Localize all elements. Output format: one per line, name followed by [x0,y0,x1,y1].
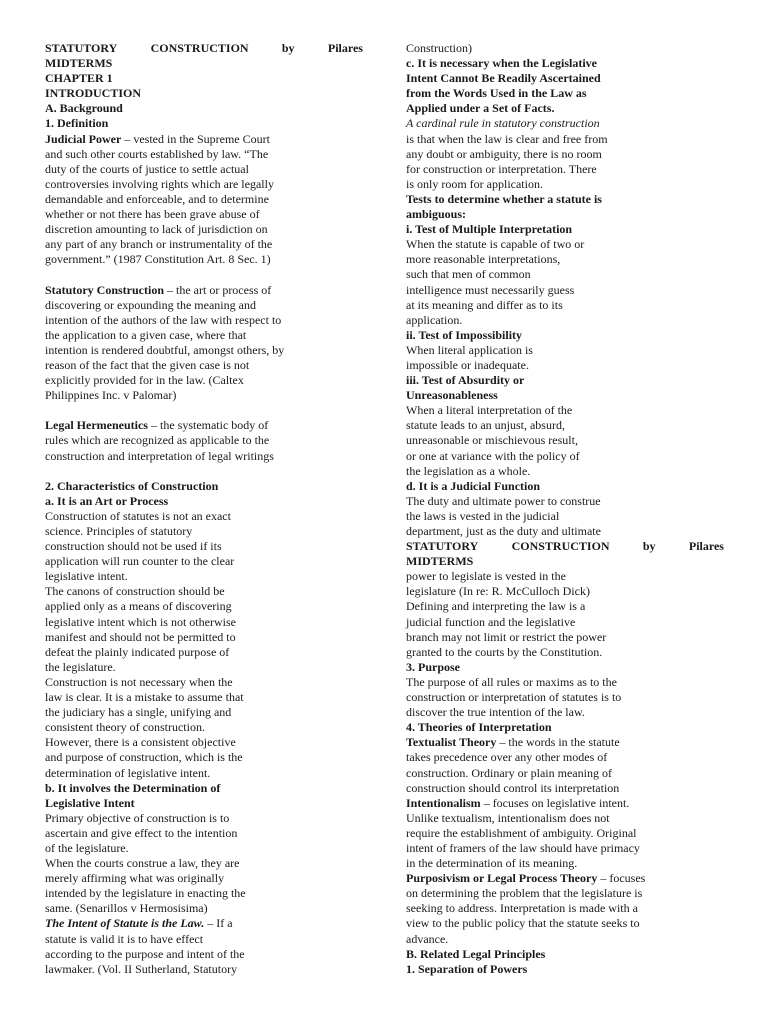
header-word: Pilares [688,539,724,554]
statutory-construction-term: Statutory Construction [45,282,164,297]
cardinal-rule: A cardinal rule in statutory construction [406,116,600,131]
text-line: intelligence must necessarily guess [406,282,575,297]
text-line: at its meaning and differ as to its [406,297,563,312]
spacer [45,464,363,479]
page-header [45,41,363,56]
text-line: or one at variance with the policy of [406,448,580,463]
statutory-construction-line: Statutory Construction – the art or process of [45,282,272,297]
text-line: is that when the law is clear and free from [406,131,608,146]
text-line: construction. Ordinary or plain meaning of [406,765,612,780]
text-line: reason of the fact that the given case is not [45,357,250,372]
text-line: The purpose of all rules or maxims as to the [406,674,617,689]
text-line: duty of the courts of justice to settle actual [45,161,249,176]
text-line: the application to a given case, where that [45,327,247,342]
text-line: according to the purpose and intent of the [45,946,245,961]
header-word: Pilares [327,41,363,55]
separation-of-powers-heading: 1. Separation of Powers [406,961,528,976]
left-column [45,41,363,977]
text-line: intention is rendered doubtful, amongst others, by [45,342,285,357]
text-line: and purpose of construction, which is the [45,750,243,765]
header-word: by [642,539,656,554]
intent-line: The Intent of Statute is the Law. – If a [45,916,233,931]
text-line: merely affirming what was originally [45,871,225,886]
c-heading: from the Words Used in the Law as [406,86,587,101]
text-line: Construction) [406,41,472,55]
text-line: statute is valid it is to have effect [45,931,204,946]
d-heading: d. It is a Judicial Function [406,478,541,493]
chapter-heading: CHAPTER 1 [45,71,113,86]
text-line: Construction is not necessary when the [45,674,233,689]
right-column [406,41,724,977]
text-line: intention of the authors of the law with respect to [45,312,282,327]
text-line: judicial function and the legislative [406,614,576,629]
text-line: construction or interpretation of statutes is to [406,690,622,705]
text-line: Defining and interpreting the law is a [406,599,586,614]
text-line: more reasonable interpretations, [406,252,561,267]
header-word: CONSTRUCTION [511,539,610,554]
text-line: government.” (1987 Constitution Art. 8 Sec. 1) [45,252,271,267]
text-line: in the determination of its meaning. [406,856,578,871]
text-line: branch may not limit or restrict the power [406,629,607,644]
text-line: statute leads to an unjust, absurd, [406,418,565,433]
text-line: application will run counter to the clear [45,554,235,569]
text-line: require the establishment of ambiguity. Original [406,825,637,840]
text-line: Unlike textualism, intentionalism does not [406,810,610,825]
intro-heading: INTRODUCTION [45,86,142,101]
page-header-repeat [406,539,724,554]
text-line: Primary objective of construction is to [45,810,230,825]
text-line: manifest and should not be permitted to [45,629,236,644]
text-line: discover the true intention of the law. [406,705,585,720]
text-line: on determining the problem that the legislature is [406,886,643,901]
text-line: discretion amounting to lack of jurisdiction on [45,222,268,237]
text-line: determination of legislative intent. [45,765,211,780]
text-line: lawmaker. (Vol. II Sutherland, Statutory [45,961,238,976]
text-line: discovering or expounding the meaning and [45,297,256,312]
text-line: When literal application is [406,342,533,357]
background-heading: A. Background [45,101,123,116]
c-heading: Intent Cannot Be Readily Ascertained [406,71,601,86]
c-heading: c. It is necessary when the Legislative [406,56,597,71]
text-line: the judiciary has a single, unifying and [45,705,232,720]
text-line: The duty and ultimate power to construe [406,493,601,508]
text-line: advance. [406,931,449,946]
related-principles-heading: B. Related Legal Principles [406,946,546,961]
test-2-heading: ii. Test of Impossibility [406,327,523,342]
text-line: rules which are recognized as applicable to the [45,433,270,448]
legal-hermeneutics-term: Legal Hermeneutics [45,418,148,433]
determination-heading: Legislative Intent [45,795,135,810]
text-line: legislative intent which is not otherwise [45,614,236,629]
text-line: law is clear. It is a mistake to assume that [45,690,244,705]
text-line: of the legislature. [45,840,129,855]
text-line: intended by the legislature in enacting the [45,886,246,901]
text-line: consistent theory of construction. [45,720,205,735]
text-line: However, there is a consistent objective [45,735,236,750]
text-line: Philippines Inc. v Palomar) [45,388,177,403]
text-line: legislative intent. [45,569,128,584]
tests-heading: ambiguous: [406,207,467,222]
text-line: controversies involving rights which are legally [45,176,274,191]
purposivism-term: Purposivism or Legal Process Theory [406,871,598,886]
text-line: department, just as the duty and ultimate [406,524,601,538]
textualist-line: Textualist Theory – the words in the statute [406,735,620,750]
text-line: impossible or inadequate. [406,357,529,372]
text-line: takes precedence over any other modes of [406,750,608,765]
test-3-heading: iii. Test of Absurdity or [406,373,525,388]
test-3-heading: Unreasonableness [406,388,498,403]
text-line: Construction of statutes is not an exact [45,508,231,523]
text-line: ascertain and give effect to the intention [45,825,238,840]
intentionalism-term: Intentionalism [406,795,481,810]
text-line: defeat the plainly indicated purpose of [45,644,230,659]
text-line: whether or not there has been grave abuse of [45,207,260,222]
header-midterms: MIDTERMS [45,56,113,71]
text-line: applied only as a means of discovering [45,599,232,614]
theories-heading: 4. Theories of Interpretation [406,720,552,735]
spacer [45,267,363,282]
tests-heading: Tests to determine whether a statute is [406,191,602,206]
text-line: such that men of common [406,267,531,282]
text-line: When the statute is capable of two or [406,237,585,252]
purposivism-line: Purposivism or Legal Process Theory – focuses [406,871,646,886]
text-line: science. Principles of statutory [45,524,193,538]
characteristics-heading: 2. Characteristics of Construction [45,478,219,493]
text-line: construction should control its interpretation [406,780,620,795]
spacer [45,403,363,418]
purpose-heading: 3. Purpose [406,659,460,674]
header-midterms: MIDTERMS [406,554,474,569]
judicial-power-line: Judicial Power – vested in the Supreme Court [45,131,270,146]
text-line: construction and interpretation of legal writings [45,448,274,463]
text-line: any doubt or ambiguity, there is no room [406,146,602,161]
definition-heading: 1. Definition [45,116,109,131]
text-line: power to legislate is vested in the [406,569,566,584]
legal-hermeneutics-line: Legal Hermeneutics – the systematic body of [45,418,269,433]
text-line: for construction or interpretation. There [406,161,597,176]
art-heading: a. It is an Art or Process [45,493,169,508]
text-line: explicitly provided for in the law. (Caltex [45,373,244,388]
text-line: is only room for application. [406,176,543,191]
text-line: and such other courts established by law. “The [45,146,269,161]
header-word: by [281,41,295,55]
judicial-power-term: Judicial Power [45,131,122,146]
intentionalism-line: Intentionalism – focuses on legislative intent. [406,795,630,810]
text-line: the legislation as a whole. [406,463,531,478]
text-line: any part of any branch or instrumentality of the [45,237,273,252]
text-line: granted to the courts by the Constitution. [406,644,603,659]
text-line: demandable and enforceable, and to determine [45,191,269,206]
text-line: When a literal interpretation of the [406,403,573,418]
text-line: construction should not be used if its [45,539,222,554]
header-word: CONSTRUCTION [150,41,249,55]
c-heading: Applied under a Set of Facts. [406,101,555,116]
text-line: intent of framers of the law should have primacy [406,840,640,855]
test-1-heading: i. Test of Multiple Interpretation [406,222,573,237]
determination-heading: b. It involves the Determination of [45,780,221,795]
text-line: view to the public policy that the statute seeks to [406,916,640,931]
text-line: When the courts construe a law, they are [45,856,240,871]
text-line: legislature (In re: R. McCulloch Dick) [406,584,590,599]
text-line: application. [406,312,463,327]
text-line: the legislature. [45,659,116,674]
text-line: seeking to address. Interpretation is made with a [406,901,638,916]
text-line: the laws is vested in the judicial [406,508,560,523]
text-line: The canons of construction should be [45,584,225,599]
text-line: same. (Senarillos v Hermosisima) [45,901,208,916]
intent-term: The Intent of Statute is the Law. [45,916,205,931]
header-word: STATUTORY [406,539,479,554]
text-line: unreasonable or mischievous result, [406,433,578,448]
textualist-term: Textualist Theory [406,735,497,750]
header-word: STATUTORY [45,41,118,55]
